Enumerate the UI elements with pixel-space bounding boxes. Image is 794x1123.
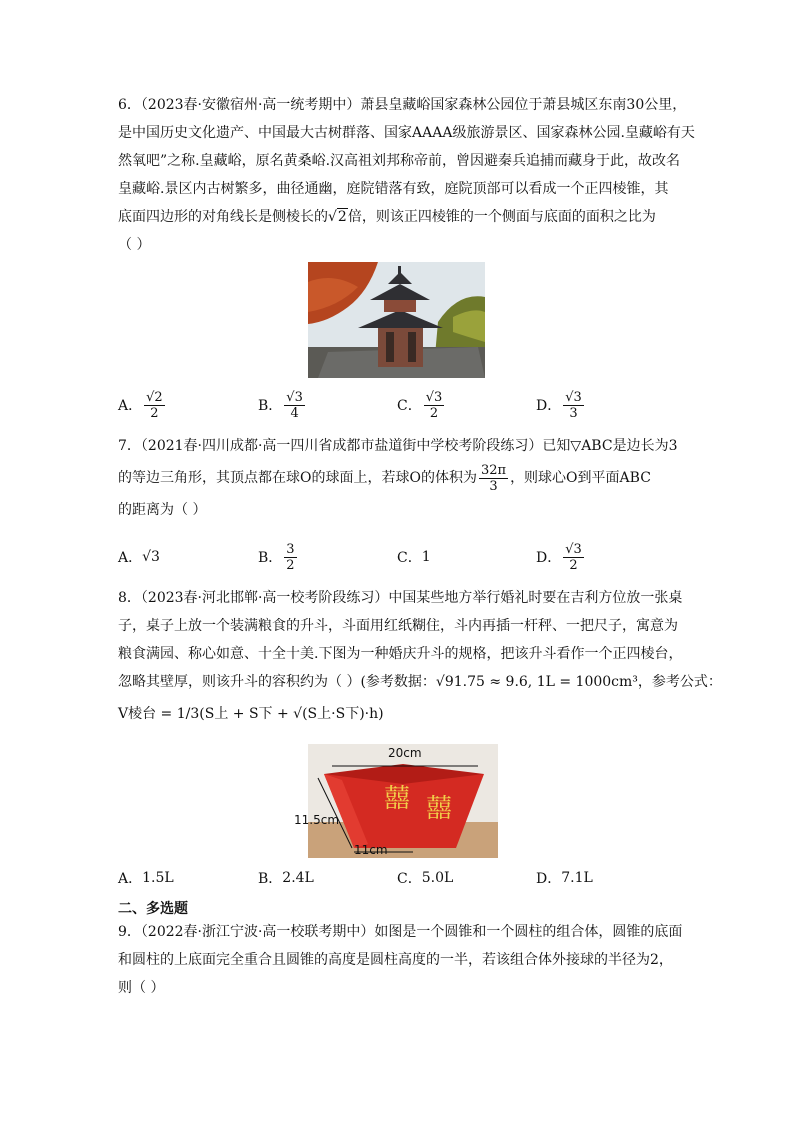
- fraction: [563, 390, 584, 421]
- q8-option-c[interactable]: [397, 858, 453, 898]
- q7-line-1: 7．（2021春·四川成都·高一四川省成都市盐道街中学校考阶段练习）已知▽ABC是边长为3: [118, 438, 678, 454]
- q6-option-c[interactable]: [397, 385, 446, 425]
- denominator: 3: [569, 405, 578, 421]
- fraction: [284, 542, 296, 573]
- q8-option-d[interactable]: [536, 858, 593, 898]
- numerator: √3: [565, 389, 582, 405]
- q7-options: [118, 537, 688, 577]
- option-label: D．: [536, 398, 562, 414]
- q8-formula: V棱台 = 1/3(S上 + S下 + √(S上·S下)·h): [118, 706, 384, 722]
- fraction: [424, 390, 445, 421]
- option-label: C．: [397, 398, 422, 414]
- q6-option-b[interactable]: [258, 385, 307, 425]
- q6-options: [118, 385, 688, 425]
- sheng-dou-illustration: [294, 744, 498, 858]
- q6-option-a[interactable]: [118, 385, 167, 425]
- option-label: B．: [258, 871, 283, 887]
- option-label: D．: [536, 550, 562, 566]
- q7-option-d[interactable]: [536, 537, 586, 577]
- option-label: A．: [118, 398, 143, 414]
- option-value: 1: [421, 549, 431, 565]
- numerator: √3: [425, 389, 443, 405]
- q7-option-b[interactable]: [258, 537, 299, 577]
- pavilion-illustration: [308, 262, 485, 378]
- q9-line-2: 和圆柱的上底面完全重合且圆锥的高度是圆柱高度的一半，若该组合体外接球的半径为2，: [118, 952, 673, 968]
- dim-label-top: 20cm: [388, 746, 422, 760]
- volume-fraction: [479, 463, 508, 494]
- numerator: 32π: [480, 462, 507, 478]
- option-label: D．: [536, 871, 562, 887]
- section-heading-multiple-choice: 二、多选题: [118, 901, 188, 917]
- q6-option-d[interactable]: [536, 385, 586, 425]
- option-label: B．: [258, 398, 283, 414]
- q8-line-4: 忽略其壁厚，则该升斗的容积约为（ ）(参考数据：√91.75 ≈ 9.6, 1L = 1000cm³，参考公式：: [118, 674, 722, 690]
- q6-line-4: 皇藏峪.景区内古树繁多，曲径通幽，庭院错落有致，庭院顶部可以看成一个正四棱锥，其: [118, 181, 669, 197]
- option-label: A．: [118, 550, 143, 566]
- q6-line-1: 6．（2023春·安徽宿州·高一统考期中）萧县皇藏峪国家森林公园位于萧县城区东南30公里，: [118, 97, 687, 113]
- numerator: √2: [146, 389, 163, 405]
- option-label: C．: [397, 871, 422, 887]
- fraction: [563, 542, 584, 573]
- q8-line-2: 子，桌子上放一个装满粮食的升斗，斗面用红纸糊住，斗内再插一杆秤、一把尺子，寓意为: [118, 618, 678, 634]
- q7-line-3: 的距离为（ ）: [118, 502, 207, 518]
- q7-option-a[interactable]: [118, 537, 160, 577]
- q6-line-3: 然氧吧”之称.皇藏峪，原名黄桑峪.汉高祖刘邦称帝前，曾因避秦兵追捕而藏身于此，故改名: [118, 153, 681, 169]
- q6-line-2: 是中国历史文化遗产、中国最大古树群落、国家AAAA级旅游景区、国家森林公园.皇藏峪有天: [118, 125, 695, 141]
- xi-character-right: 囍: [426, 794, 453, 824]
- q6-line-5-a: 底面四边形的对角线长是侧棱长的: [118, 209, 328, 225]
- dim-label-bottom: 11cm: [354, 843, 388, 857]
- fraction: [144, 390, 165, 421]
- q8-options: [118, 858, 688, 898]
- question-7: [118, 432, 688, 524]
- numerator: √3: [286, 389, 303, 405]
- pavilion-photo: [308, 262, 485, 378]
- numerator: √3: [565, 541, 582, 557]
- denominator: 2: [150, 405, 159, 421]
- option-label: B．: [258, 550, 283, 566]
- q9-line-1: 9．（2022春·浙江宁波·高一校联考期中）如图是一个圆锥和一个圆柱的组合体，圆锥的底面: [118, 924, 683, 940]
- denominator: 2: [429, 405, 439, 421]
- denominator: 2: [286, 557, 295, 573]
- q8-option-b[interactable]: [258, 858, 314, 898]
- question-6: [118, 91, 695, 259]
- q7-line-2-a: 的等边三角形，其顶点都在球O的球面上，若球O的体积为: [118, 470, 477, 486]
- option-label: C．: [397, 550, 422, 566]
- q6-line-5-b: 倍，则该正四棱锥的一个侧面与底面的面积之比为: [347, 209, 656, 225]
- question-8: [118, 584, 722, 732]
- q6-line-5: [118, 203, 688, 231]
- question-9: [118, 918, 688, 1002]
- xi-character-left: 囍: [384, 784, 411, 814]
- q7-line-2: [118, 460, 688, 496]
- option-value: 2.4L: [282, 870, 314, 886]
- option-value: 7.1L: [561, 870, 593, 886]
- option-value: 5.0L: [421, 870, 454, 886]
- sqrt-two: √2: [328, 209, 347, 225]
- dim-label-side: 11.5cm: [294, 813, 340, 827]
- q7-option-c[interactable]: [397, 537, 431, 577]
- q9-line-3: 则（ ）: [118, 980, 165, 996]
- q8-option-a[interactable]: [118, 858, 174, 898]
- option-label: A．: [118, 871, 143, 887]
- denominator: 2: [569, 557, 578, 573]
- q8-line-1: 8．（2023春·河北邯郸·高一校考阶段练习）中国某些地方举行婚礼时要在吉利方位放一张桌: [118, 590, 683, 606]
- q6-answer-bracket: （ ）: [118, 237, 151, 253]
- fraction: [284, 390, 305, 421]
- numerator: 3: [286, 541, 295, 557]
- q7-line-2-b: ，则球心O到平面ABC: [510, 470, 651, 486]
- denominator: 3: [489, 478, 498, 494]
- sheng-dou-photo: [294, 744, 498, 858]
- option-value: 1.5L: [142, 870, 174, 886]
- q8-line-3: 粮食满园、称心如意、十全十美.下图为一种婚庆升斗的规格，把该升斗看作一个正四棱台，: [118, 646, 683, 662]
- option-value: √3: [142, 549, 160, 565]
- denominator: 4: [290, 405, 299, 421]
